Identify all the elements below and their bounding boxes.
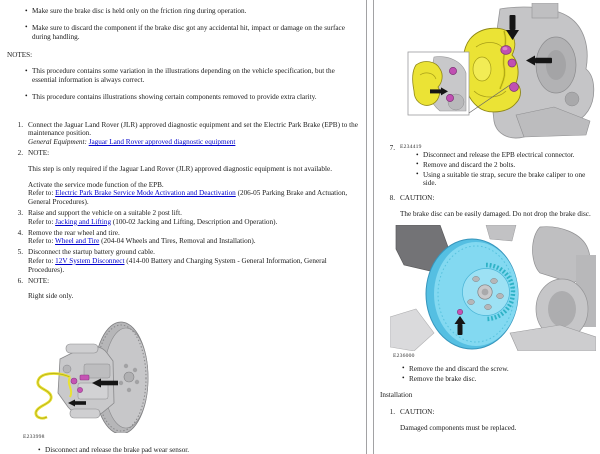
pane-divider: [366, 0, 374, 454]
step-text: Connect the Jaguar Land Rover (JLR) approved diagnostic equipment and set the Electric Park Brake (EPB) to the maintenance position.: [28, 120, 358, 138]
step-1: [12, 121, 361, 147]
list-item: • Remove the and discard the screw.: [402, 365, 598, 374]
step-text: Remove the rear wheel and tire.: [28, 228, 120, 237]
note-label: NOTE:: [28, 148, 50, 157]
step-number: 8.: [389, 194, 395, 203]
installation-heading: Installation: [380, 391, 413, 400]
step-8: [384, 194, 598, 219]
retaining-screw-highlight: [457, 309, 462, 314]
step-number: 5.: [17, 248, 23, 257]
step-3: [12, 209, 361, 227]
step-2: [12, 149, 361, 207]
figure-label: E236000: [393, 352, 415, 359]
list-item: • This procedure contains illustrations showing certain components removed to provide extra clarity.: [25, 93, 361, 102]
step-bullet-list: [416, 151, 598, 188]
step-number: 4.: [17, 228, 23, 237]
procedure-steps: [12, 121, 361, 302]
list-item: • This procedure contains some variation in the illustrations depending on the vehicle specification, but the essential information is always correct.: [25, 67, 361, 85]
step-text: Raise and support the vehicle on a suitable 2 post lift.: [28, 208, 182, 217]
caution-text: Damaged components must be replaced.: [400, 423, 517, 432]
caution-label: CAUTION:: [400, 194, 435, 203]
figure-brake-disc: [390, 225, 596, 351]
refer-suffix: (206-05 Parking Brake and Actuation, General Procedures).: [28, 189, 348, 207]
refer-label: Refer to:: [28, 217, 54, 226]
equipment-label: General Equipment:: [28, 138, 87, 147]
list-item: • Make sure the brake disc is held only on the friction ring during operation.: [25, 7, 361, 16]
step-text: Activate the service mode function of the EPB.: [28, 180, 164, 189]
figure-label: E233998: [23, 434, 45, 441]
list-item: • Remove the brake disc.: [402, 375, 598, 384]
caution-label: CAUTION:: [400, 408, 435, 417]
warning-bullet-list: [25, 7, 361, 41]
step-6: [12, 277, 361, 302]
procedure-link[interactable]: Jacking and Lifting: [55, 217, 112, 226]
refer-suffix: (414-00 Battery and Charging System - General Information, General Procedures).: [28, 256, 327, 274]
step-text: This step is only required if the Jaguar Land Rover (JLR) approved diagnostic equipment is not available.: [28, 164, 332, 173]
step-number: 6.: [17, 276, 23, 285]
refer-label: Refer to:: [28, 189, 54, 198]
wheel-liner: [390, 309, 434, 351]
installation-step-1: [384, 408, 598, 433]
step-number: 1.: [17, 120, 23, 129]
figure-epb-caliper: [404, 3, 600, 141]
step-number: 2.: [17, 148, 23, 157]
step-number: 1.: [389, 408, 395, 417]
refer-label: Refer to:: [28, 237, 54, 246]
procedure-link[interactable]: Wheel and Tire: [55, 237, 100, 246]
brake-disc-highlight: [426, 239, 518, 349]
refer-label: Refer to:: [28, 256, 54, 265]
caution-text: The brake disc can be easily damaged. Do not drop the brake disc.: [400, 209, 591, 218]
list-item: • Disconnect and release the EPB electrical connector.: [416, 151, 598, 160]
figure-brake-pad-wear-sensor: [22, 311, 282, 433]
procedure-link[interactable]: 12V System Disconnect: [55, 256, 125, 265]
step-7: [384, 144, 598, 189]
figure-bullet-list: [38, 446, 361, 454]
notes-heading: NOTES:: [7, 51, 33, 60]
list-item: • Make sure to discard the component if the brake disc got any accidental hit, impact or damage on the surface during handling.: [25, 24, 361, 42]
step-4: [12, 229, 361, 247]
procedure-link[interactable]: Electric Park Brake Service Mode Activation and Deactivation: [55, 189, 236, 198]
epb-caliper-highlight: [463, 28, 520, 112]
refer-suffix: (100-02 Jacking and Lifting, Description and Operation).: [112, 217, 278, 226]
list-item: • Disconnect and release the brake pad wear sensor.: [38, 446, 361, 454]
right-pane: [374, 0, 600, 454]
equipment-link[interactable]: Jaguar Land Rover approved diagnostic equipment: [88, 138, 236, 147]
figure2-bullet-list: [402, 365, 598, 384]
step-number: 3.: [17, 208, 23, 217]
step-5: [12, 248, 361, 274]
figure-label: E234419: [400, 144, 422, 150]
step-text: Right side only.: [28, 292, 74, 301]
note-label: NOTE:: [28, 276, 50, 285]
step-text: Disconnect the startup battery ground cable.: [28, 248, 155, 257]
step-number: 7.: [389, 144, 395, 152]
refer-suffix: (204-04 Wheels and Tires, Removal and Installation).: [101, 237, 256, 246]
inset-detail-view: [408, 52, 469, 115]
notes-bullet-list: [25, 67, 361, 101]
list-item: • Using a suitable tie strap, secure the brake caliper to one side.: [416, 171, 598, 189]
list-item: • Remove and discard the 2 bolts.: [416, 161, 598, 170]
